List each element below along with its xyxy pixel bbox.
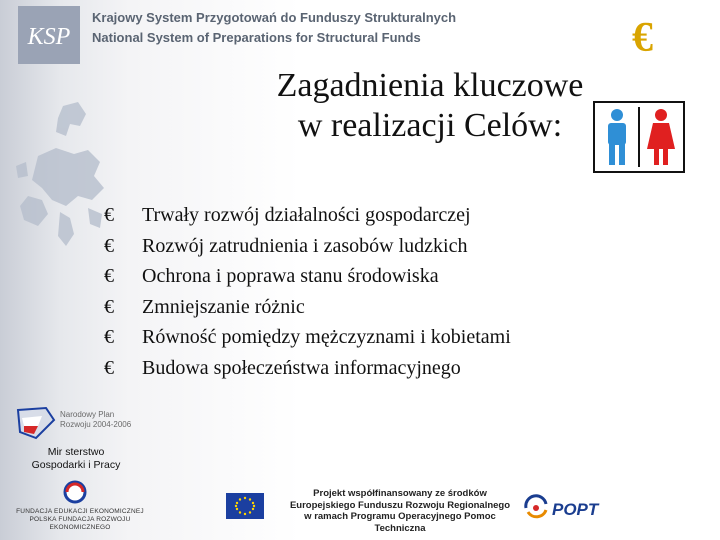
euro-bullet-icon: € [104, 326, 114, 348]
bullet-text: Zmniejszanie różnic [142, 295, 305, 318]
slide-title-line1: Zagadnienia kluczowe [276, 67, 584, 104]
bullet-text: Trwały rozwój działalności gospodarczej [142, 204, 471, 226]
fund-line1: FUNDACJA EDUKACJI EKONOMICZNEJ [16, 508, 144, 515]
npr-line2: Rozwoju 2004-2006 [60, 420, 132, 429]
bullet-text: Budowa społeczeństwa informacyjnego [142, 356, 461, 379]
euro-bullet-icon: € [104, 265, 114, 287]
list-item [104, 261, 511, 292]
restroom-icon [593, 101, 685, 173]
bullet-text: Ochrona i poprawa stanu środowiska [142, 265, 439, 287]
header-title-pl: Krajowy System Przygotowań do Funduszy Strukturalnych [92, 10, 457, 25]
list-item [104, 292, 511, 323]
ministry-logo-text [8, 446, 144, 472]
popt-logo-text: POPT [552, 500, 599, 519]
euro-bullet-icon: € [104, 295, 114, 318]
footer [0, 480, 720, 540]
header-title-en: National System of Preparations for Structural Funds [92, 30, 421, 45]
fund-line2: POLSKA FUNDACJA ROZWOJU EKONOMICZNEGO [29, 516, 131, 531]
list-item [104, 200, 511, 231]
header [0, 0, 720, 61]
ksp-logo [18, 6, 80, 64]
popt-swirl-icon [522, 494, 550, 522]
bullet-list [104, 200, 511, 383]
ksp-logo-text: KSP [27, 24, 71, 50]
eu-flag-icon [226, 493, 264, 519]
bullet-text: Równość pomiędzy mężczyznami i kobietami [142, 326, 511, 348]
footer-text [280, 488, 520, 534]
footer-line2: Europejskiego Funduszu Rozwoju Regionalnego [289, 499, 511, 511]
list-item [104, 322, 511, 353]
npr-line1: Narodowy Plan [60, 410, 115, 419]
euro-bullet-icon: € [104, 234, 114, 257]
npr-logo-icon [16, 406, 56, 440]
ministry-line1: Mir sterstwo [47, 446, 105, 458]
list-item [104, 231, 511, 262]
bullet-text: Rozwój zatrudnienia i zasobów ludzkich [142, 234, 468, 257]
ministry-line2: Gospodarki i Pracy [31, 459, 121, 471]
euro-bullet-icon: € [104, 356, 114, 379]
footer-line3: w ramach Programu Operacyjnego Pomoc Techniczna [304, 511, 496, 534]
euro-bullet-icon: € [104, 204, 114, 226]
euro-icon: € [632, 15, 653, 61]
list-item [104, 353, 511, 384]
footer-line1: Projekt współfinansowany ze środków [313, 488, 487, 499]
slide-title-line2: w realizacji Celów: [297, 107, 563, 144]
npr-logo-text [60, 410, 131, 430]
